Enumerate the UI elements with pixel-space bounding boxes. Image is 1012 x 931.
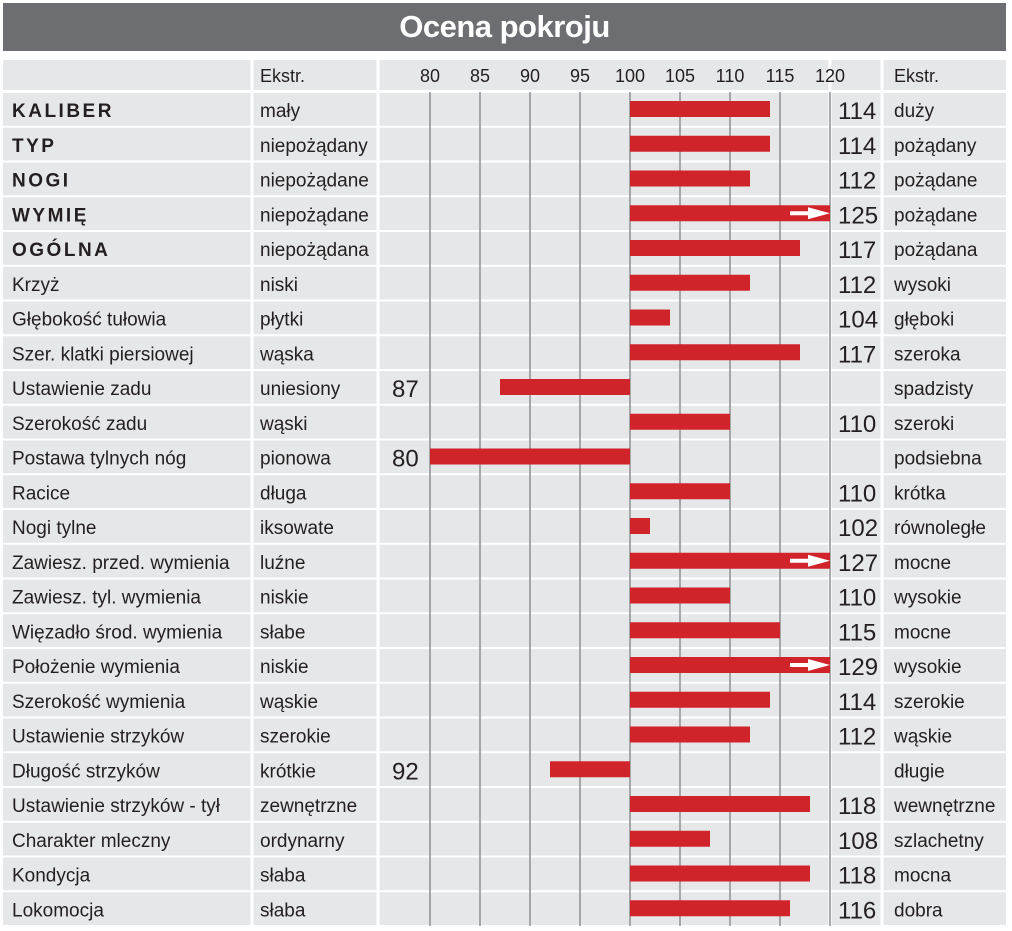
trait-label: Położenie wymienia (12, 657, 180, 678)
low-extreme-label: niepożądany (260, 135, 368, 157)
low-extreme-label: wąska (260, 344, 314, 366)
tick-label: 110 (715, 66, 745, 86)
trait-label: Ustawienie zadu (12, 379, 152, 400)
low-extreme-label: wąski (260, 413, 308, 435)
bar (630, 831, 710, 847)
low-extreme-label: ordynarny (260, 830, 345, 852)
low-extreme-label: pionowa (260, 448, 331, 470)
high-extreme-label: wysokie (894, 587, 962, 609)
bar (630, 796, 810, 812)
overflow-arrow-shaft (790, 211, 810, 215)
low-extreme-label: luźne (260, 552, 306, 574)
tick-label: 95 (569, 66, 591, 86)
trait-label: Więzadło środ. wymienia (12, 622, 223, 644)
trait-label: Szerokość wymienia (12, 691, 186, 713)
bar (630, 588, 730, 604)
value-label: 87 (392, 376, 419, 403)
bar (630, 240, 800, 256)
bar (430, 449, 630, 465)
bar (630, 310, 670, 326)
value-label: 102 (838, 515, 879, 542)
bar (500, 379, 630, 395)
high-extreme-label: wewnętrzne (894, 796, 996, 817)
column-divider (377, 60, 380, 926)
trait-label: Ustawienie strzyków (12, 726, 185, 748)
value-label: 114 (838, 98, 877, 125)
low-extreme-label: zewnętrzne (260, 796, 358, 817)
high-extreme-label: mocna (894, 865, 952, 887)
high-extreme-label: głęboki (894, 309, 955, 331)
low-extreme-label: wąskie (260, 691, 319, 713)
low-extreme-label: niskie (260, 657, 309, 678)
bar (630, 101, 770, 117)
high-extreme-label: wysoki (894, 274, 952, 296)
bar (630, 414, 730, 430)
value-label: 115 (838, 619, 877, 647)
header-low-extreme: Ekstr. (260, 66, 306, 86)
low-extreme-label: płytki (260, 309, 304, 331)
header-band (3, 60, 1006, 90)
value-label: 114 (838, 132, 877, 160)
high-extreme-label: duży (894, 101, 935, 122)
tick-label: 105 (664, 66, 696, 86)
value-label: 116 (838, 897, 877, 925)
high-extreme-label: mocne (894, 552, 952, 574)
value-label: 125 (838, 202, 879, 230)
overflow-arrow-shaft (790, 663, 810, 667)
bar (630, 483, 730, 499)
trait-label: Kondycja (12, 865, 91, 887)
high-extreme-label: mocne (894, 622, 952, 644)
bar (630, 692, 770, 708)
low-extreme-label: niepożądana (260, 240, 369, 261)
bar (630, 727, 750, 743)
value-label: 108 (838, 827, 879, 855)
column-divider (251, 60, 254, 926)
high-extreme-label: pożądane (894, 205, 978, 227)
low-extreme-label: iksowate (260, 518, 334, 539)
value-label: 118 (838, 862, 877, 890)
bar (630, 866, 810, 882)
bar (630, 344, 800, 360)
low-extreme-label: niskie (260, 587, 309, 609)
high-extreme-label: długie (894, 761, 945, 783)
high-extreme-label: podsiebna (894, 448, 982, 470)
trait-label: Szer. klatki piersiowej (12, 344, 194, 366)
trait-label: Długość strzyków (12, 761, 160, 783)
value-label: 117 (838, 341, 877, 369)
trait-label: Krzyż (12, 274, 60, 296)
trait-label: Ustawienie strzyków - tył (12, 796, 220, 817)
value-label: 110 (838, 410, 877, 438)
tick-label: 90 (519, 66, 541, 86)
high-extreme-label: szeroki (894, 413, 955, 435)
low-extreme-label: słabe (260, 622, 306, 644)
high-extreme-label: pożądana (894, 240, 978, 261)
tick-label: 115 (765, 66, 795, 86)
header-high-extreme: Ekstr. (894, 66, 940, 86)
trait-label: OGÓLNA (12, 240, 111, 261)
tick-label: 100 (614, 66, 646, 86)
trait-label: Lokomocja (12, 900, 104, 922)
low-extreme-label: niepożądane (260, 205, 369, 227)
high-extreme-label: wąskie (894, 726, 953, 748)
bar (630, 275, 750, 291)
trait-label: TYP (12, 135, 57, 157)
trait-label: Nogi tylne (12, 518, 97, 539)
value-label: 112 (838, 271, 877, 299)
low-extreme-label: długa (260, 483, 307, 505)
bar (630, 518, 650, 534)
high-extreme-label: pożądane (894, 170, 978, 192)
high-extreme-label: szerokie (894, 691, 965, 713)
trait-label: Zawiesz. tyl. wymienia (12, 587, 201, 609)
trait-label: Szerokość zadu (12, 413, 148, 435)
low-extreme-label: uniesiony (260, 379, 341, 400)
low-extreme-label: niepożądane (260, 170, 369, 192)
high-extreme-label: spadzisty (894, 379, 974, 400)
value-label: 80 (392, 445, 419, 473)
high-extreme-label: szeroka (894, 344, 961, 366)
high-extreme-label: szlachetny (894, 830, 984, 852)
value-label: 117 (838, 237, 877, 264)
value-label: 129 (838, 654, 879, 681)
trait-label: WYMIĘ (12, 205, 89, 227)
value-label: 112 (838, 723, 877, 751)
low-extreme-label: słaba (260, 900, 306, 922)
column-divider (881, 60, 884, 926)
trait-label: Zawiesz. przed. wymienia (12, 552, 230, 574)
low-extreme-label: mały (260, 101, 301, 122)
tick-label: 80 (419, 66, 441, 86)
trait-label: NOGI (12, 170, 71, 192)
trait-label: Charakter mleczny (12, 830, 171, 852)
value-label: 114 (838, 688, 877, 716)
tick-label: 120 (814, 66, 846, 86)
chart-title: Ocena pokroju (3, 3, 1006, 51)
value-label: 110 (838, 584, 877, 612)
high-extreme-label: pożądany (894, 135, 977, 157)
value-label: 104 (838, 306, 879, 334)
overflow-arrow-shaft (790, 559, 810, 563)
bar (550, 761, 630, 777)
trait-label: KALIBER (12, 101, 114, 122)
high-extreme-label: równoległe (894, 518, 986, 539)
low-extreme-label: krótkie (260, 761, 316, 783)
low-extreme-label: słaba (260, 865, 306, 887)
value-label: 112 (838, 167, 877, 195)
value-label: 92 (392, 758, 419, 786)
trait-label: Postawa tylnych nóg (12, 448, 187, 470)
low-extreme-label: szerokie (260, 726, 331, 748)
bar (630, 900, 790, 916)
trait-label: Racice (12, 483, 71, 505)
high-extreme-label: dobra (894, 900, 943, 922)
bar (630, 171, 750, 187)
trait-label: Głębokość tułowia (12, 309, 167, 331)
high-extreme-label: krótka (894, 483, 946, 505)
value-label: 127 (838, 549, 879, 577)
low-extreme-label: niski (260, 274, 299, 296)
bar (630, 136, 770, 152)
value-label: 110 (838, 480, 877, 508)
high-extreme-label: wysokie (894, 657, 962, 678)
value-label: 118 (838, 793, 877, 820)
bar (630, 622, 780, 638)
tick-label: 85 (469, 66, 491, 86)
